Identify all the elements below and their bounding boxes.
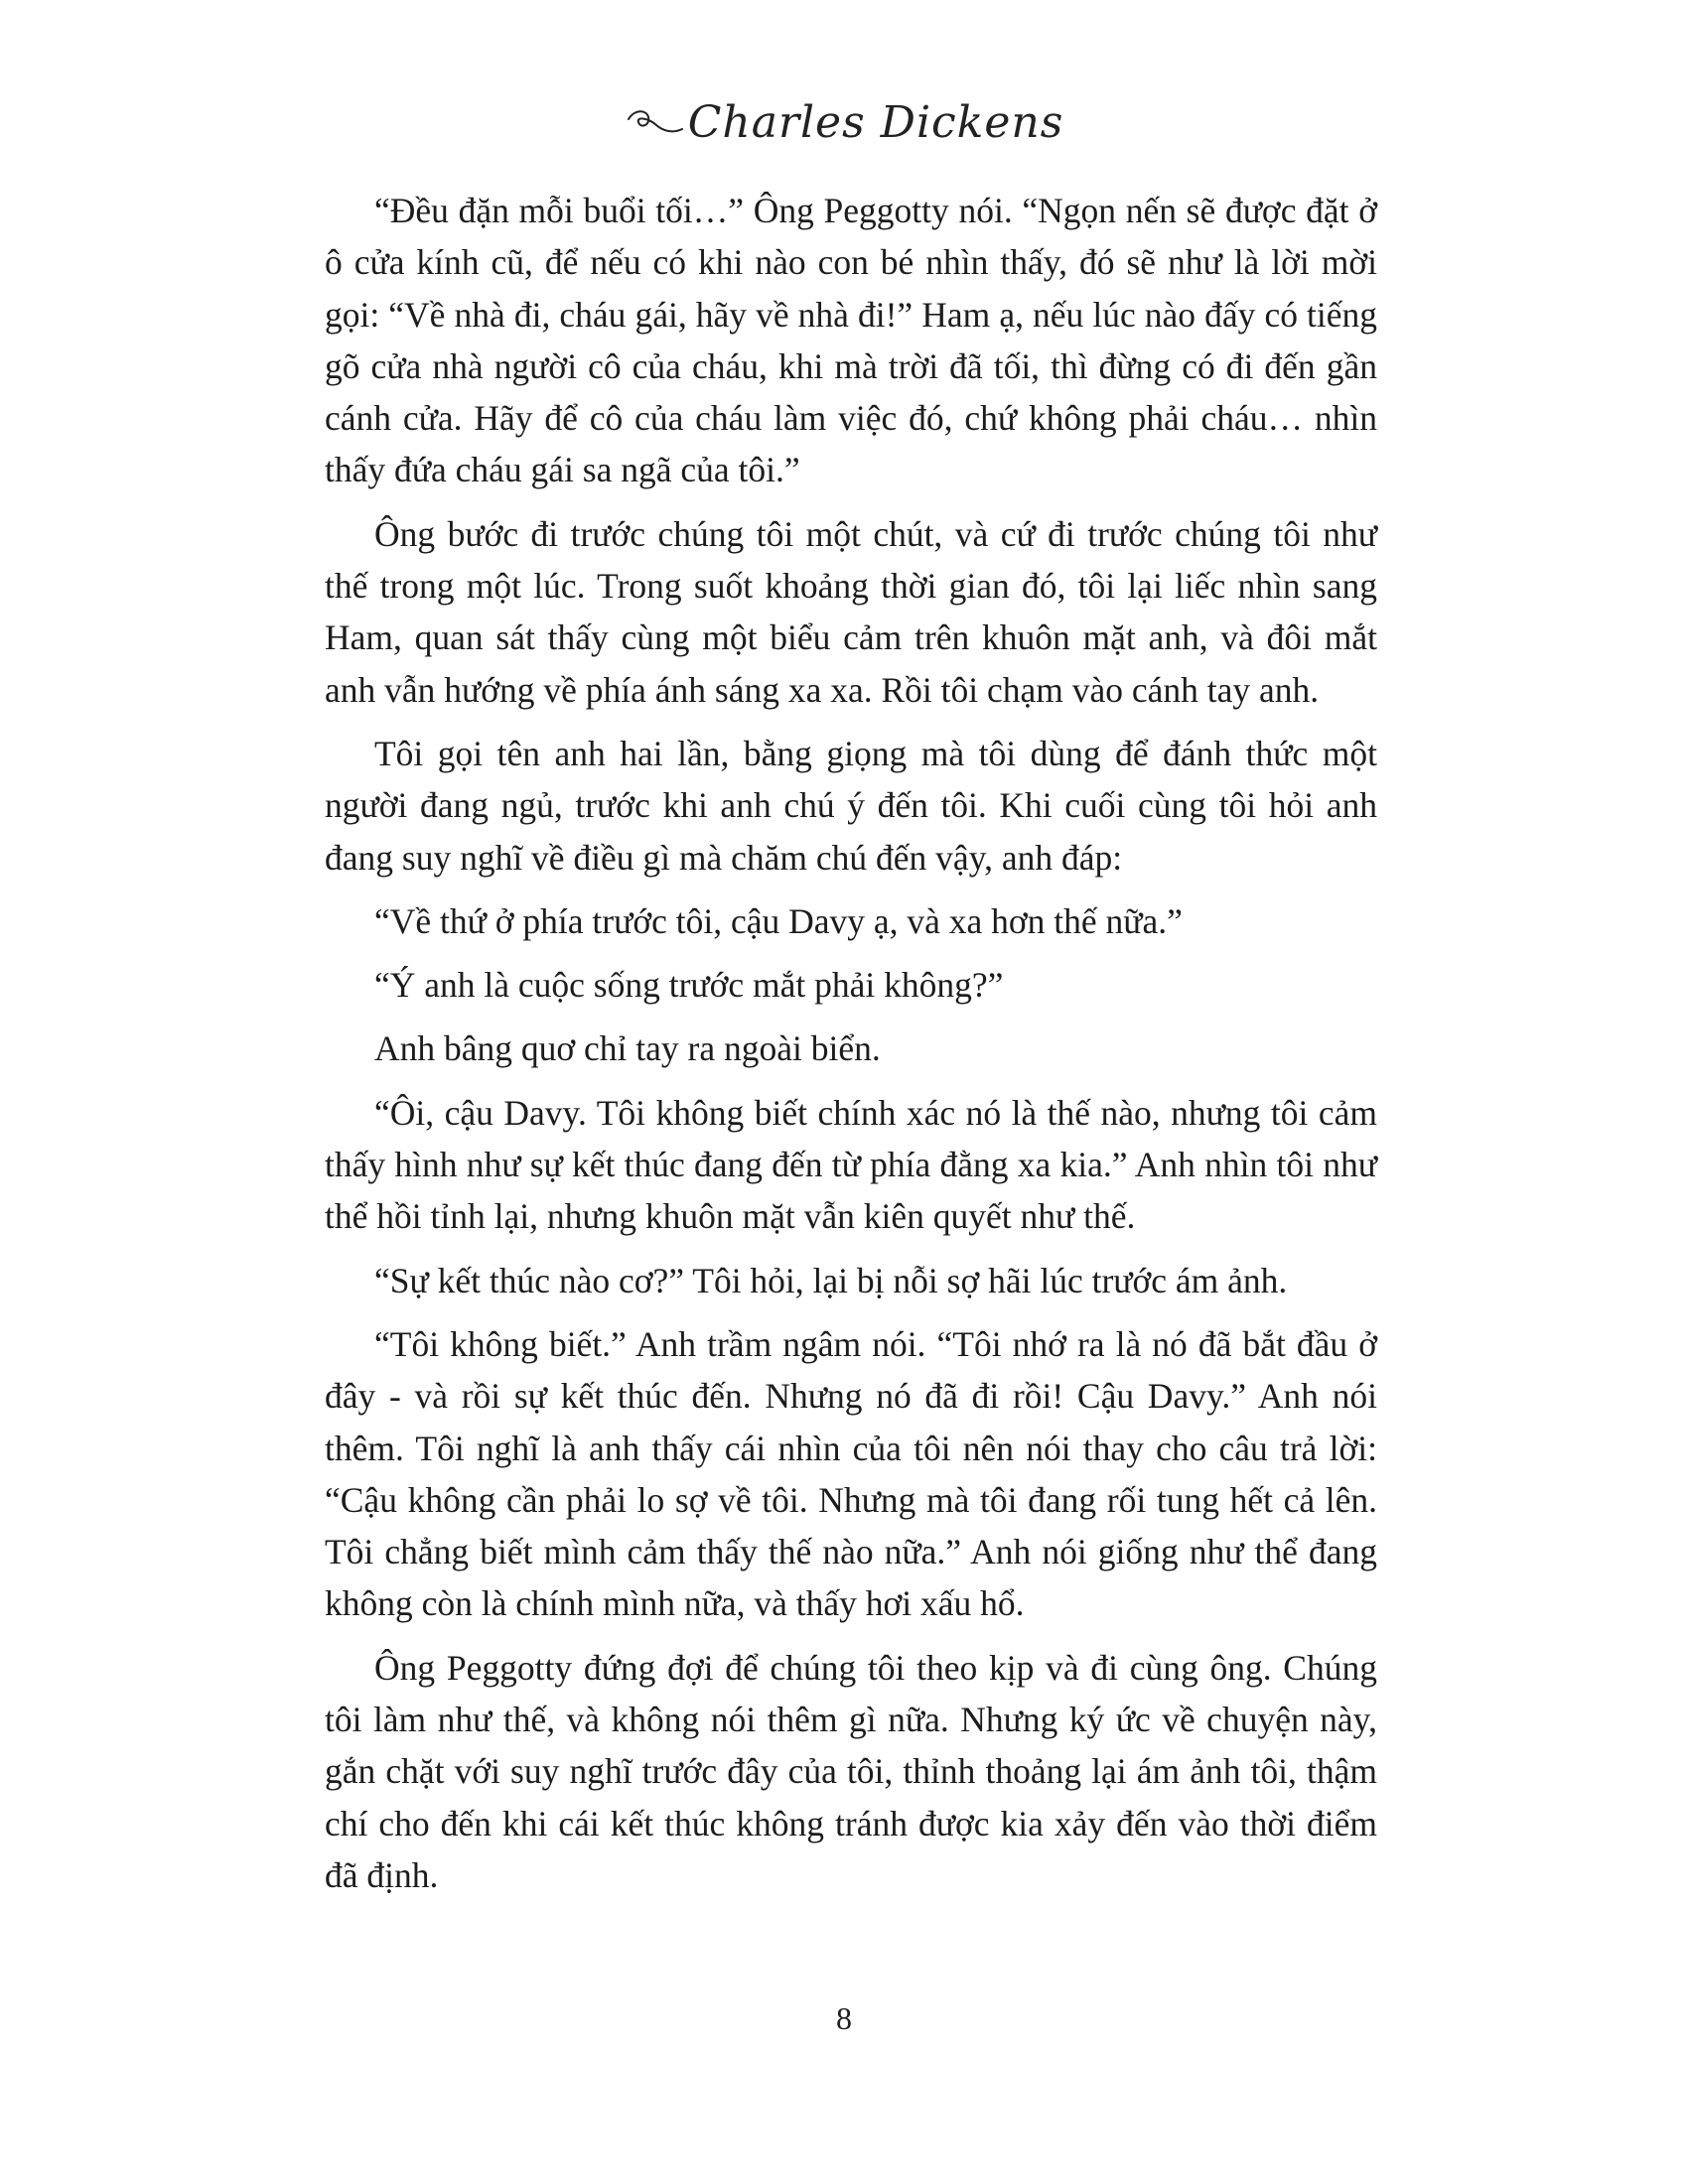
- paragraph: Ông Peggotty đứng đợi để chúng tôi theo kịp và đi cùng ông. Chúng tôi làm như thế, và không nói thêm gì nữa. Nhưng ký ức về chuyện này, gắn chặt với suy nghĩ trước đây của tôi, thỉnh thoảng lại ám ảnh tôi, thậm chí cho đến khi cái kết thúc không tránh được kia xảy đến vào thời điểm đã định.: [325, 1647, 1377, 1895]
- paragraph: “Ý anh là cuộc sống trước mắt phải không?”: [374, 965, 1004, 1006]
- paragraph: Ông bước đi trước chúng tôi một chút, và cứ đi trước chúng tôi như thế trong một lúc. Trong suốt khoảng thời gian đó, tôi lại liếc nhìn sang Ham, quan sát thấy cùng một biểu cảm trên khuôn mặt anh, và đôi mắt anh vẫn hướng về phía ánh sáng xa xa. Rồi tôi chạm vào cánh tay anh.: [325, 513, 1377, 710]
- paragraph: “Về thứ ở phía trước tôi, cậu Davy ạ, và xa hơn thế nữa.”: [374, 900, 1183, 941]
- running-header: [0, 87, 1688, 157]
- paragraph: Anh bâng quơ chỉ tay ra ngoài biển.: [374, 1028, 881, 1069]
- paragraph: “Đều đặn mỗi buổi tối…” Ông Peggotty nói. “Ngọn nến sẽ được đặt ở ô cửa kính cũ, để nếu có khi nào con bé nhìn thấy, đó sẽ như là lời mời gọi: “Về nhà đi, cháu gái, hãy về nhà đi!” Ham ạ, nếu lúc nào đấy có tiếng gõ cửa nhà người cô của cháu, khi mà trời đã tối, thì đừng có đi đến gần cánh cửa. Hãy để cô của cháu làm việc đó, chứ không phải cháu… nhìn thấy đứa cháu gái sa ngã của tôi.”: [325, 191, 1377, 490]
- page-number: 8: [836, 2000, 852, 2036]
- paragraph: “Ôi, cậu Davy. Tôi không biết chính xác nó là thế nào, nhưng tôi cảm thấy hình như sự kết thúc đang đến từ phía đằng xa kia.” Anh nhìn tôi như thể hồi tỉnh lại, nhưng khuôn mặt vẫn kiên quyết như thế.: [325, 1092, 1377, 1237]
- paragraph: “Sự kết thúc nào cơ?” Tôi hỏi, lại bị nỗi sợ hãi lúc trước ám ảnh.: [374, 1260, 1288, 1300]
- running-head-title: Charles Dickens: [687, 96, 1064, 148]
- paragraph: Tôi gọi tên anh hai lần, bằng giọng mà tôi dùng để đánh thức một người đang ngủ, trước khi anh chú ý đến tôi. Khi cuối cùng tôi hỏi anh đang suy nghĩ về điều gì mà chăm chú đến vậy, anh đáp:: [325, 733, 1377, 878]
- page-body: [325, 185, 1377, 1913]
- flourish-ornament-icon: [625, 105, 684, 139]
- paragraph: “Tôi không biết.” Anh trầm ngâm nói. “Tôi nhớ ra là nó đã bắt đầu ở đây - và rồi sự kết thúc đến. Nhưng nó đã đi rồi! Cậu Davy.” Anh nói thêm. Tôi nghĩ là anh thấy cái nhìn của tôi nên nói thay cho câu trả lời: “Cậu không cần phải lo sợ về tôi. Nhưng mà tôi đang rối tung hết cả lên. Tôi chẳng biết mình cảm thấy thế nào nữa.” Anh nói giống như thể đang không còn là chính mình nữa, và thấy hơi xấu hổ.: [325, 1323, 1377, 1624]
